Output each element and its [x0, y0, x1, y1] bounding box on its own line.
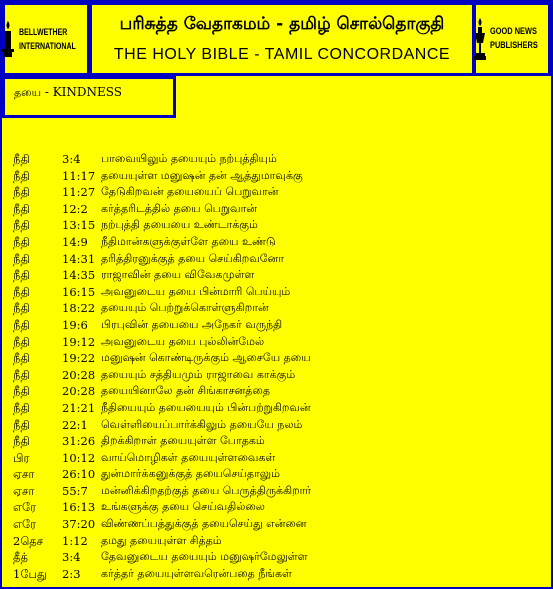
book-abbrev: எரே	[13, 517, 37, 532]
verse-excerpt: திறக்கிறாள் தயையுள்ள போதகம்	[101, 434, 265, 448]
book-abbrev: நீதி	[13, 152, 30, 166]
list-item	[13, 367, 543, 384]
word-heading	[2, 76, 176, 118]
verse-reference: 16:13	[62, 500, 96, 515]
verse-reference: 3:4	[62, 550, 81, 565]
title-english: THE HOLY BIBLE - TAMIL CONCORDANCE	[113, 46, 451, 63]
book-abbrev: நீதி	[13, 351, 30, 366]
list-item	[13, 284, 543, 301]
verse-reference: 20:28	[62, 367, 96, 382]
verse-reference: 14:35	[62, 268, 96, 283]
verse-excerpt: தயையினாலே தன் சிங்காசனத்தை	[101, 384, 271, 398]
verse-reference: 16:15	[62, 284, 96, 299]
list-item	[13, 267, 543, 284]
verse-excerpt: தயையும் பெற்றுக்கொள்ளுகிறான்	[101, 301, 269, 315]
verse-excerpt: பாவையிலும் தயையும் நற்புத்தியும்	[101, 152, 277, 165]
goodnews-logo	[473, 17, 551, 61]
list-item	[13, 566, 543, 583]
list-item	[13, 450, 543, 467]
book-abbrev: நீதி	[13, 367, 30, 382]
list-item	[13, 499, 543, 516]
list-item	[13, 516, 543, 533]
verse-excerpt: உங்களுக்கு தயை செய்வதில்லை	[101, 500, 265, 514]
list-item	[13, 317, 543, 334]
concordance-list	[13, 151, 543, 582]
book-abbrev: பிர	[13, 450, 30, 465]
list-item	[13, 217, 543, 234]
verse-reference: 13:15	[62, 218, 96, 233]
verse-excerpt: கர்த்தர் தயையுள்ளவரென்பதை நீங்கள்	[101, 566, 292, 580]
bellwether-logo-box	[2, 2, 90, 76]
list-item	[13, 466, 543, 483]
verse-excerpt: அவனுடைய தயை புல்லின்மேல்	[101, 334, 265, 348]
verse-reference: 11:27	[62, 185, 96, 200]
verse-excerpt: கர்த்தரிடத்தில் தயை பெறுவான்	[101, 201, 257, 215]
verse-reference: 10:12	[62, 450, 96, 465]
list-item	[13, 300, 543, 317]
book-abbrev: நீதி	[13, 301, 30, 316]
list-item	[13, 383, 543, 400]
goodnews-logo-box	[473, 2, 551, 76]
book-abbrev: நீதி	[13, 168, 30, 183]
book-abbrev: நீதி	[13, 268, 30, 283]
list-item	[13, 334, 543, 351]
verse-excerpt: விண்ணப்பத்துக்குத் தயைசெய்து என்னை	[101, 517, 307, 531]
verse-excerpt: தயையும் சத்தியமும் ராஜாவை காக்கும்	[101, 367, 296, 381]
list-item	[13, 400, 543, 417]
title-tamil: பரிசுத்த வேதாகமம் - தமிழ் சொல்தொகுதி	[119, 14, 445, 34]
verse-excerpt: நீதியையும் தயையையும் பின்பற்றுகிறவன்	[101, 400, 311, 414]
book-abbrev: நீதி	[13, 251, 30, 266]
verse-reference: 55:7	[62, 483, 88, 498]
verse-reference: 21:21	[62, 400, 96, 415]
goodnews-line1: GOOD NEWS	[489, 26, 537, 37]
verse-excerpt: மனுஷன் கொண்டிருக்கும் ஆசையே தயை	[101, 351, 311, 365]
verse-reference: 14:31	[62, 251, 96, 266]
verse-excerpt: துன்மார்க்கனுக்குத் தயைசெய்தாலும்	[101, 467, 280, 481]
verse-reference: 26:10	[62, 467, 96, 482]
book-abbrev: நீதி	[13, 384, 30, 399]
candle-icon	[0, 19, 16, 59]
verse-excerpt: தரித்திரனுக்குத் தயை செய்கிறவனோ	[101, 251, 284, 265]
list-item	[13, 533, 543, 550]
list-item	[13, 417, 543, 434]
list-item	[13, 350, 543, 367]
lamp-icon	[473, 17, 487, 61]
verse-excerpt: தேவனுடைய தயையும் மனுஷர்மேலுள்ள	[101, 550, 308, 564]
verse-excerpt: தமது தயையுள்ள சித்தம்	[101, 533, 222, 547]
bellwether-line1: BELLWETHER	[19, 27, 68, 37]
book-abbrev: நீதி	[13, 417, 30, 432]
verse-excerpt: மன்னிக்கிறதற்குத் தயை பெருத்திருக்கிறார்	[101, 483, 312, 497]
list-item	[13, 234, 543, 251]
bellwether-logo	[0, 19, 92, 59]
verse-reference: 20:28	[62, 384, 96, 399]
word-english: KINDNESS	[52, 85, 123, 99]
verse-reference: 12:2	[62, 201, 88, 216]
verse-reference: 3:4	[62, 152, 81, 166]
bellwether-line2: INTERNATIONAL	[19, 41, 76, 51]
verse-reference: 19:6	[62, 317, 88, 332]
book-abbrev: தீத்	[13, 550, 28, 565]
book-abbrev: நீதி	[13, 400, 30, 415]
verse-reference: 19:22	[62, 351, 96, 366]
verse-reference: 11:17	[62, 168, 96, 183]
goodnews-line2: PUBLISHERS	[489, 40, 538, 51]
book-abbrev: நீதி	[13, 284, 30, 299]
book-abbrev: நீதி	[13, 218, 30, 233]
verse-reference: 31:26	[62, 434, 96, 449]
list-item	[13, 433, 543, 450]
verse-reference: 14:9	[62, 234, 88, 249]
list-item	[13, 483, 543, 500]
verse-excerpt: நற்புத்தி தயையை உண்டாக்கும்	[101, 218, 258, 232]
book-abbrev: ஏசா	[13, 483, 35, 498]
book-abbrev: நீதி	[13, 334, 30, 349]
verse-excerpt: தேடுகிறவன் தயையைப் பெறுவான்	[101, 185, 279, 199]
verse-excerpt: நீதிமான்களுக்குள்ளே தயை உண்டு	[101, 234, 276, 248]
verse-reference: 22:1	[62, 417, 88, 432]
verse-excerpt: தயையுள்ள மனுஷன் தன் ஆத்துமாவுக்கு	[101, 168, 303, 182]
book-abbrev: நீதி	[13, 434, 30, 449]
verse-reference: 18:22	[62, 301, 96, 316]
book-abbrev: 1பேது	[13, 566, 48, 581]
verse-excerpt: அவனுடைய தயை பின்மாரி பெய்யும்	[101, 284, 291, 298]
verse-reference: 19:12	[62, 334, 96, 349]
book-abbrev: எரே	[13, 500, 37, 515]
verse-reference: 2:3	[62, 566, 81, 581]
book-abbrev: நீதி	[13, 185, 30, 200]
verse-excerpt: வெள்ளியைப்பார்க்கிலும் தயையே நலம்	[101, 417, 303, 431]
list-item	[13, 251, 543, 268]
book-abbrev: 2தெச	[13, 533, 44, 548]
verse-excerpt: பிரபுவின் தயையை அநேகர் வருந்தி	[101, 317, 283, 331]
book-abbrev: நீதி	[13, 317, 30, 332]
book-abbrev: நீதி	[13, 201, 30, 216]
verse-reference: 1:12	[62, 533, 88, 548]
list-item	[13, 184, 543, 201]
title-box	[89, 2, 475, 76]
book-abbrev: நீதி	[13, 234, 30, 249]
list-item	[13, 201, 543, 218]
word-separator: -	[41, 85, 53, 99]
word-tamil: தயை	[14, 86, 42, 99]
list-item	[13, 168, 543, 185]
book-abbrev: ஏசா	[13, 467, 35, 482]
verse-excerpt: வாய்மொழிகள் தயையுள்ளவைகள்	[101, 450, 276, 464]
verse-reference: 37:20	[62, 517, 96, 532]
list-item	[13, 151, 543, 168]
verse-excerpt: ராஜாவின் தயை விவேகமுள்ள	[101, 268, 255, 282]
list-item	[13, 549, 543, 566]
